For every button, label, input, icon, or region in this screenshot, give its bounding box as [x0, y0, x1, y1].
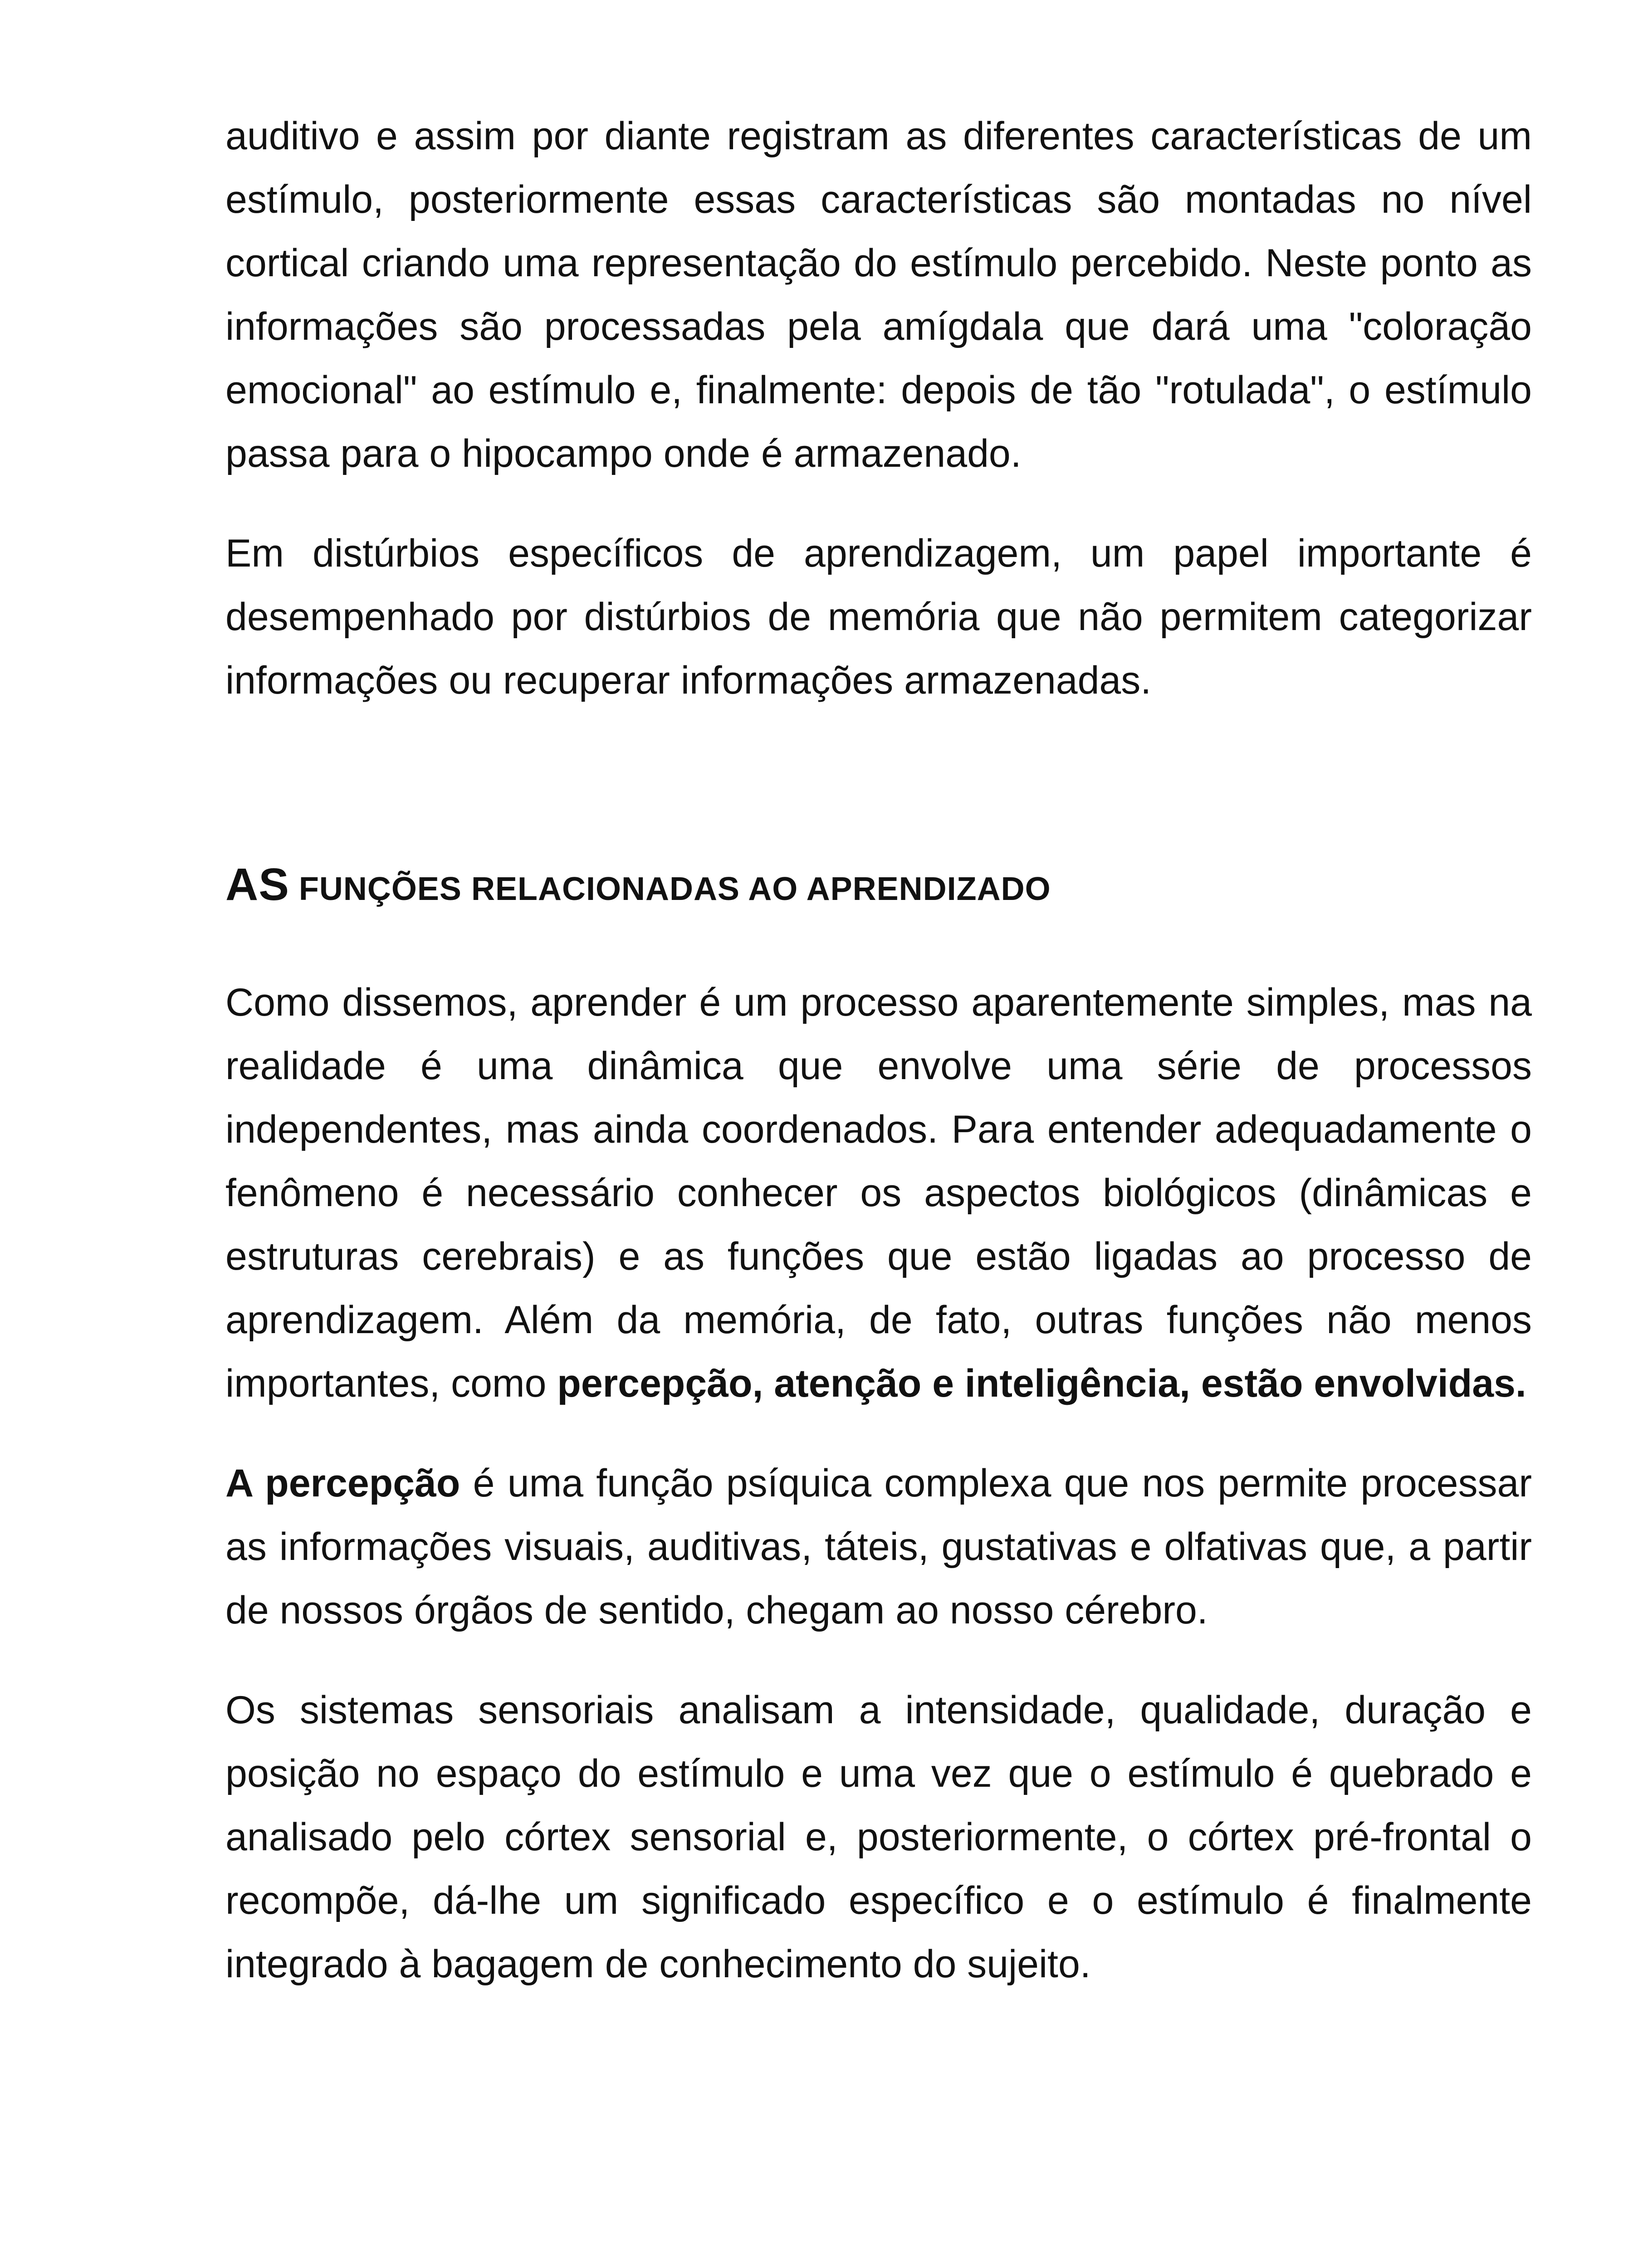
paragraph-learning-functions-text: Como dissemos, aprender é um processo aparentemente simples, mas na realidade é uma dinâmica que envolve uma série de processos independentes, mas ainda coordenados. Para entender adequadamente o fenômeno é necessário conhecer os aspectos biológicos (dinâmicas e estruturas cerebrais) e as funções que estão ligadas ao processo de aprendizagem. Além da memória, de fato, outras funções não menos importantes, como — [225, 981, 1532, 1405]
paragraph-learning-functions-bold: percepção, atenção e inteligência, estão envolvidas. — [557, 1362, 1526, 1405]
paragraph-memory-processing: auditivo e assim por diante registram as diferentes características de um estímulo, posteriormente essas características são montadas no nível cortical criando uma representação do estímulo percebido. Neste ponto as informações são processadas pela amígdala que dará uma "coloração emocional" ao estímulo e, finalmente: depois de tão "rotulada", o estímulo passa para o hipocampo onde é armazenado. — [225, 114, 1532, 475]
section-heading-initial: AS — [225, 859, 289, 910]
paragraph-perception-bold: A percepção — [225, 1461, 460, 1505]
paragraph-learning-disorders: Em distúrbios específicos de aprendizagem, um papel importante é desempenhado por distúrbios de memória que não permitem categorizar informações ou recuperar informações armazenadas. — [225, 532, 1532, 702]
section-heading-rest: FUNÇÕES RELACIONADAS AO APRENDIZADO — [289, 871, 1051, 907]
page-body — [225, 104, 1532, 2032]
paragraph-perception-text: é uma função psíquica complexa que nos permite processar as informações visuais, auditivas, táteis, gustativas e olfativas que, a partir de nossos órgãos de sentido, chegam ao nosso cérebro. — [225, 1461, 1532, 1632]
paragraph-sensory-systems: Os sistemas sensoriais analisam a intensidade, qualidade, duração e posição no espaço do estímulo e uma vez que o estímulo é quebrado e analisado pelo córtex sensorial e, posteriormente, o córtex pré-frontal o recompõe, dá-lhe um significado específico e o estímulo é finalmente integrado à bagagem de conhecimento do sujeito. — [225, 1688, 1532, 1986]
paragraph-learning-functions — [225, 971, 1532, 1415]
section-heading — [225, 860, 1532, 914]
paragraph-perception — [225, 1452, 1532, 1642]
